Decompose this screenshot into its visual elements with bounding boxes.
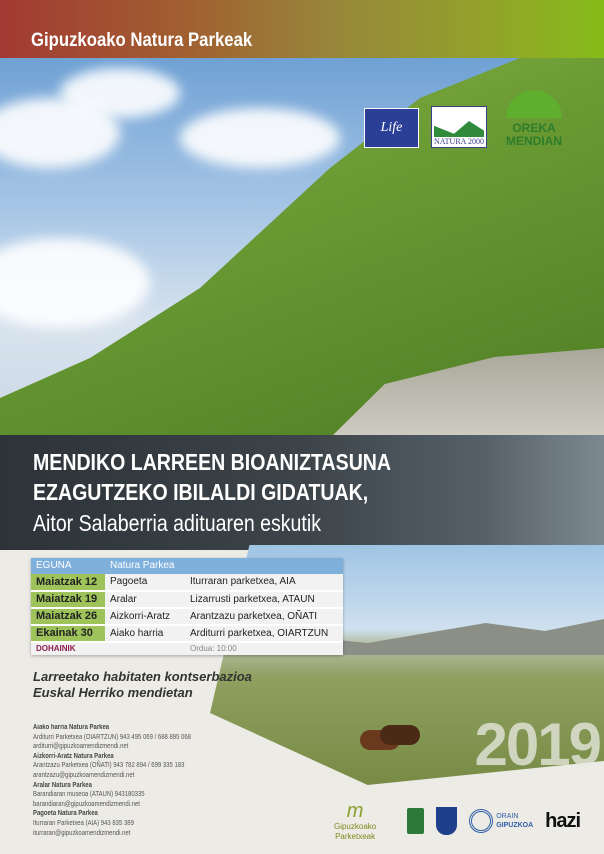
- park-cell: Aralar: [105, 591, 185, 608]
- life-logo: [364, 108, 419, 148]
- free-label: DOHAINIK: [36, 644, 76, 653]
- schedule-table: [31, 558, 343, 655]
- table-row: [31, 608, 343, 625]
- footer-logos: [315, 800, 604, 842]
- contact-email[interactable]: barandiaran@gipuzkoamendizmendi.net: [33, 800, 140, 808]
- table-row: [31, 625, 343, 642]
- table-row: [31, 574, 343, 591]
- date-cell: Maiatzak 12: [31, 574, 105, 591]
- title-band: [0, 435, 604, 550]
- title-line-1: MENDIKO LARREEN BIOANIZTASUNA: [33, 449, 392, 475]
- hazi-text: hazi: [545, 810, 581, 832]
- year: 2019: [474, 711, 600, 778]
- orain-gipuzkoa-logo: [469, 809, 533, 833]
- hazi-logo: [545, 810, 604, 832]
- header-banner: [0, 0, 604, 58]
- contact-email[interactable]: iturraran@gipuzkoamendizmendi.net: [33, 829, 131, 837]
- hour-label: Ordua: 10:00: [190, 644, 237, 653]
- contact-name: Aiako harria Natura Parkea: [33, 724, 110, 731]
- col-header-place: [185, 558, 343, 574]
- top-logos: [364, 90, 569, 148]
- contact-phone: Iturraran Parketxea (AIA) 943 835 389: [33, 819, 134, 827]
- tree-emblem-logo: [407, 808, 424, 834]
- orain-text: ORAIN: [496, 813, 519, 820]
- title-line-3: Aitor Salaberria adituaren eskutik: [33, 510, 321, 536]
- park-cell: Aizkorri-Aratz: [105, 608, 185, 625]
- date-cell: Maiatzak 26: [31, 608, 105, 625]
- col-header-park: Natura Parkea: [105, 558, 185, 574]
- place-cell: Arditurri parketxea, OIARTZUN: [185, 625, 343, 642]
- oreka-text: OREKA: [512, 121, 556, 135]
- life-text: Life: [380, 120, 403, 135]
- mendian-text: MENDIAN: [506, 134, 562, 148]
- slogan-line-2: Euskal Herriko mendietan: [33, 685, 193, 700]
- natura-text: NATURA 2000: [433, 137, 484, 146]
- date-cell: Ekainak 30: [31, 625, 105, 642]
- slogan-line-1: Larreetako habitaten kontserbazioa: [33, 669, 252, 684]
- place-cell: Lizarrusti parketxea, ATAUN: [185, 591, 343, 608]
- contact-name: Aralar Natura Parkea: [33, 781, 92, 789]
- table-row: [31, 591, 343, 608]
- contact-email[interactable]: arantzazu@gipuzkoamendizmendi.net: [33, 771, 135, 779]
- title-line-2: EZAGUTZEKO IBILALDI GIDATUAK,: [33, 479, 369, 505]
- header-title: Gipuzkoako Natura Parkeak: [31, 30, 253, 51]
- place-cell: Arantzazu parketxea, OÑATI: [185, 608, 343, 625]
- date-cell: Maiatzak 19: [31, 591, 105, 608]
- gipuzkoa-text: GIPUZKOA: [496, 822, 534, 829]
- gp-text: Gipuzkoako Parketxeak: [333, 822, 377, 841]
- gipuzkoako-parketxeak-logo: m Gipuzkoako Parketxeak: [315, 800, 395, 842]
- col-header-date: EGUNA: [31, 558, 105, 574]
- contact-phone: Arditurri Parketxea (OIARTZUN) 943 495 069 / 688 895 068: [33, 733, 191, 741]
- gipuzkoa-shield-logo: [436, 807, 457, 835]
- contact-name: Aizkorri-Aratz Natura Parkea: [33, 752, 114, 760]
- park-cell: Pagoeta: [105, 574, 185, 591]
- contact-email[interactable]: arditurri@gipuzkoamendizmendi.net: [33, 743, 129, 751]
- park-cell: Aiako harria: [105, 625, 185, 642]
- contact-phone: Arantzazu Parketxea (OÑATI) 943 782 894 / 699 335 183: [33, 762, 185, 770]
- contact-phone: Barandiaran museoa (ATAUN) 943180335: [33, 791, 145, 799]
- place-cell: Iturraran parketxea, AIA: [185, 574, 343, 591]
- natura2000-logo: [431, 106, 487, 148]
- contact-name: Pagoeta Natura Parkea: [33, 810, 98, 818]
- oreka-mendian-logo: [499, 90, 569, 148]
- contacts: [33, 723, 191, 838]
- slogan: [33, 669, 252, 701]
